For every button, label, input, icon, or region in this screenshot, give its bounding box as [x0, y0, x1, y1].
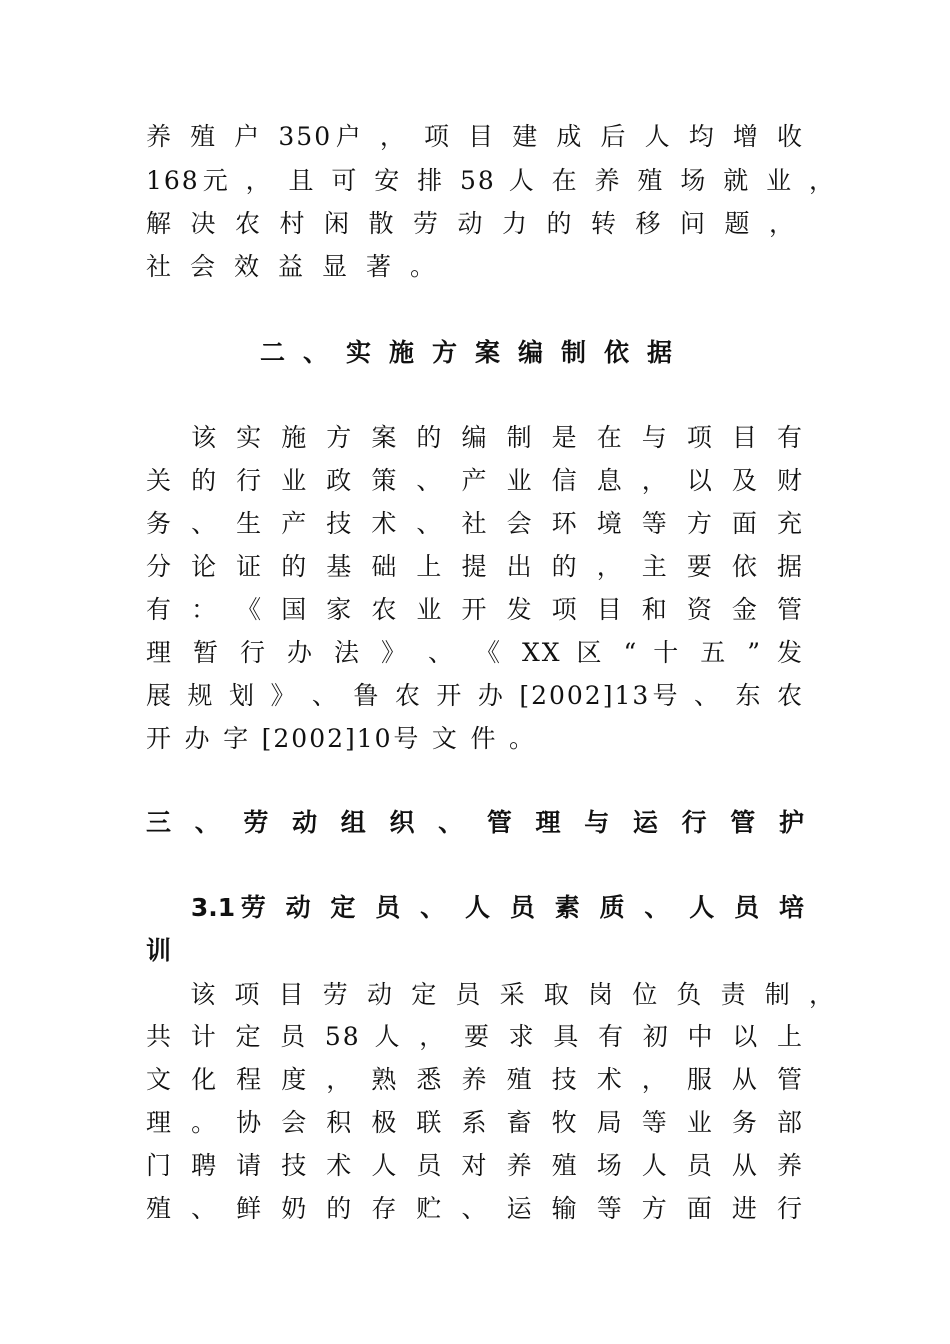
paragraph-line: 社会效益显著。: [146, 252, 455, 281]
paragraph-line: 该 项 目 劳 动 定 员 采 取 岗 位 负 责 制 ，: [146, 980, 836, 1009]
paragraph-line: 分 论 证 的 基 础 上 提 出 的 ， 主 要 依 据: [146, 552, 804, 581]
paragraph-line: 文 化 程 度 ， 熟 悉 养 殖 技 术 ， 服 从 管: [146, 1065, 804, 1094]
subsection-heading-cont: 训: [146, 936, 172, 965]
paragraph-line: 有 ： 《 国 家 农 业 开 发 项 目 和 资 金 管: [146, 595, 804, 624]
paragraph-line: 养 殖 户 350户 ， 项 目 建 成 后 人 均 增 收: [146, 122, 804, 151]
paragraph-line: 务 、 生 产 技 术 、 社 会 环 境 等 方 面 充: [146, 509, 804, 538]
section-heading: 二、实施方案编制依据: [259, 338, 690, 367]
paragraph-line: 殖 、 鲜 奶 的 存 贮 、 运 输 等 方 面 进 行: [146, 1194, 804, 1223]
paragraph-line: 开 办 字 [2002]10号 文 件 。: [146, 724, 536, 753]
paragraph-line: 理 暂 行 办 法 》 、 《 XX 区 “ 十 五 ” 发: [146, 638, 804, 667]
subsection-heading: 3.1劳 动 定 员 、 人 员 素 质 、 人 员 培: [146, 893, 804, 922]
paragraph-line: 理 。 协 会 积 极 联 系 畜 牧 局 等 业 务 部: [146, 1108, 804, 1137]
paragraph-line: 关 的 行 业 政 策 、 产 业 信 息 ， 以 及 财: [146, 466, 804, 495]
paragraph-line: 共 计 定 员 58 人 ， 要 求 具 有 初 中 以 上: [146, 1022, 804, 1051]
paragraph-line: 该 实 施 方 案 的 编 制 是 在 与 项 目 有: [146, 423, 804, 452]
paragraph-line: 门 聘 请 技 术 人 员 对 养 殖 场 人 员 从 养: [146, 1151, 804, 1180]
paragraph-line: 168元 ， 且 可 安 排 58 人 在 养 殖 场 就 业 ，: [146, 166, 836, 195]
paragraph-line: 解 决 农 村 闲 散 劳 动 力 的 转 移 问 题 ，: [146, 209, 796, 238]
paragraph-line: 展 规 划 》 、 鲁 农 开 办 [2002]13号 、 东 农: [146, 681, 804, 710]
section-heading: 三 、 劳 动 组 织 、 管 理 与 运 行 管 护: [146, 808, 804, 837]
